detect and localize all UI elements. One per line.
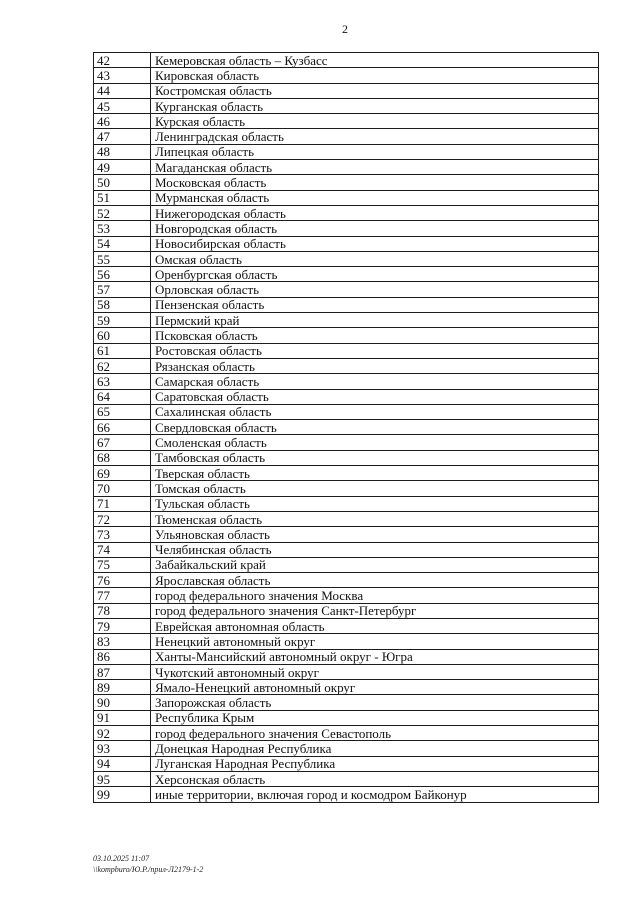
- table-row: [94, 726, 599, 741]
- region-code-cell: 56: [94, 267, 151, 282]
- region-name-cell: Томская область: [151, 481, 599, 496]
- region-name-cell: Новгородская область: [151, 221, 599, 236]
- region-code-cell: 91: [94, 710, 151, 725]
- region-code-cell: 54: [94, 236, 151, 251]
- region-code-cell: 42: [94, 53, 151, 68]
- table-row: [94, 160, 599, 175]
- table-row: [94, 282, 599, 297]
- regions-table: [93, 52, 599, 803]
- region-code-cell: 94: [94, 756, 151, 771]
- region-code-cell: 75: [94, 557, 151, 572]
- table-row: [94, 756, 599, 771]
- table-row: [94, 511, 599, 526]
- region-code-cell: 60: [94, 328, 151, 343]
- region-code-cell: 59: [94, 313, 151, 328]
- region-name-cell: Республика Крым: [151, 710, 599, 725]
- table-row: [94, 374, 599, 389]
- region-name-cell: город федерального значения Москва: [151, 588, 599, 603]
- region-name-cell: Ханты-Мансийский автономный округ - Югра: [151, 649, 599, 664]
- region-code-cell: 58: [94, 297, 151, 312]
- region-name-cell: Смоленская область: [151, 435, 599, 450]
- region-code-cell: 46: [94, 114, 151, 129]
- region-code-cell: 79: [94, 618, 151, 633]
- table-row: [94, 68, 599, 83]
- region-code-cell: 67: [94, 435, 151, 450]
- region-name-cell: Кемеровская область – Кузбасс: [151, 53, 599, 68]
- table-row: [94, 53, 599, 68]
- region-code-cell: 47: [94, 129, 151, 144]
- region-name-cell: Костромская область: [151, 83, 599, 98]
- region-name-cell: Орловская область: [151, 282, 599, 297]
- region-code-cell: 43: [94, 68, 151, 83]
- region-code-cell: 90: [94, 695, 151, 710]
- table-row: [94, 542, 599, 557]
- region-name-cell: Ульяновская область: [151, 527, 599, 542]
- region-code-cell: 45: [94, 98, 151, 113]
- region-code-cell: 69: [94, 466, 151, 481]
- region-name-cell: Саратовская область: [151, 389, 599, 404]
- region-name-cell: Донецкая Народная Республика: [151, 741, 599, 756]
- table-row: [94, 710, 599, 725]
- region-name-cell: Пензенская область: [151, 297, 599, 312]
- table-row: [94, 573, 599, 588]
- region-name-cell: город федерального значения Санкт-Петербург: [151, 603, 599, 618]
- table-row: [94, 205, 599, 220]
- table-row: [94, 466, 599, 481]
- table-row: [94, 114, 599, 129]
- region-name-cell: город федерального значения Севастополь: [151, 726, 599, 741]
- table-row: [94, 588, 599, 603]
- region-name-cell: Ненецкий автономный округ: [151, 634, 599, 649]
- regions-table-body: [94, 53, 599, 803]
- region-name-cell: Тверская область: [151, 466, 599, 481]
- region-name-cell: Омская область: [151, 251, 599, 266]
- region-code-cell: 55: [94, 251, 151, 266]
- region-name-cell: Рязанская область: [151, 358, 599, 373]
- region-name-cell: Ленинградская область: [151, 129, 599, 144]
- region-code-cell: 86: [94, 649, 151, 664]
- table-row: [94, 787, 599, 802]
- region-name-cell: Свердловская область: [151, 420, 599, 435]
- table-row: [94, 175, 599, 190]
- region-code-cell: 49: [94, 160, 151, 175]
- page-number: 2: [342, 22, 348, 36]
- region-name-cell: Чукотский автономный округ: [151, 664, 599, 679]
- region-code-cell: 63: [94, 374, 151, 389]
- region-code-cell: 61: [94, 343, 151, 358]
- region-name-cell: Тульская область: [151, 496, 599, 511]
- region-code-cell: 71: [94, 496, 151, 511]
- region-name-cell: Тамбовская область: [151, 450, 599, 465]
- region-name-cell: Херсонская область: [151, 771, 599, 786]
- table-row: [94, 618, 599, 633]
- table-row: [94, 664, 599, 679]
- region-name-cell: Ярославская область: [151, 573, 599, 588]
- region-code-cell: 95: [94, 771, 151, 786]
- region-name-cell: Мурманская область: [151, 190, 599, 205]
- table-row: [94, 313, 599, 328]
- region-name-cell: Липецкая область: [151, 144, 599, 159]
- region-code-cell: 70: [94, 481, 151, 496]
- region-code-cell: 50: [94, 175, 151, 190]
- region-name-cell: Московская область: [151, 175, 599, 190]
- table-row: [94, 83, 599, 98]
- table-row: [94, 297, 599, 312]
- table-row: [94, 144, 599, 159]
- region-name-cell: Магаданская область: [151, 160, 599, 175]
- table-row: [94, 496, 599, 511]
- table-row: [94, 358, 599, 373]
- region-code-cell: 74: [94, 542, 151, 557]
- region-code-cell: 64: [94, 389, 151, 404]
- region-name-cell: иные территории, включая город и космодром Байконур: [151, 787, 599, 802]
- region-code-cell: 65: [94, 404, 151, 419]
- document-footer: [93, 853, 203, 875]
- table-row: [94, 634, 599, 649]
- table-row: [94, 251, 599, 266]
- region-name-cell: Луганская Народная Республика: [151, 756, 599, 771]
- table-row: [94, 389, 599, 404]
- table-row: [94, 680, 599, 695]
- region-code-cell: 66: [94, 420, 151, 435]
- table-row: [94, 450, 599, 465]
- region-name-cell: Запорожская область: [151, 695, 599, 710]
- region-name-cell: Ростовская область: [151, 343, 599, 358]
- table-row: [94, 695, 599, 710]
- region-name-cell: Кировская область: [151, 68, 599, 83]
- region-name-cell: Сахалинская область: [151, 404, 599, 419]
- region-code-cell: 53: [94, 221, 151, 236]
- table-row: [94, 557, 599, 572]
- table-row: [94, 236, 599, 251]
- table-row: [94, 328, 599, 343]
- table-row: [94, 404, 599, 419]
- footer-file-path: \\kompburo/Ю.Р./прил-Л2179-1-2: [93, 865, 204, 874]
- region-code-cell: 78: [94, 603, 151, 618]
- region-name-cell: Челябинская область: [151, 542, 599, 557]
- table-row: [94, 129, 599, 144]
- region-name-cell: Забайкальский край: [151, 557, 599, 572]
- region-code-cell: 77: [94, 588, 151, 603]
- table-row: [94, 221, 599, 236]
- region-name-cell: Ямало-Ненецкий автономный округ: [151, 680, 599, 695]
- region-code-cell: 62: [94, 358, 151, 373]
- region-code-cell: 99: [94, 787, 151, 802]
- region-name-cell: Пермский край: [151, 313, 599, 328]
- table-row: [94, 741, 599, 756]
- region-name-cell: Псковская область: [151, 328, 599, 343]
- region-name-cell: Самарская область: [151, 374, 599, 389]
- region-code-cell: 87: [94, 664, 151, 679]
- table-row: [94, 771, 599, 786]
- region-code-cell: 83: [94, 634, 151, 649]
- table-row: [94, 527, 599, 542]
- region-name-cell: Нижегородская область: [151, 205, 599, 220]
- table-row: [94, 603, 599, 618]
- region-name-cell: Оренбургская область: [151, 267, 599, 282]
- region-name-cell: Курганская область: [151, 98, 599, 113]
- region-code-cell: 72: [94, 511, 151, 526]
- region-name-cell: Еврейская автономная область: [151, 618, 599, 633]
- footer-timestamp: 03.10.2025 11:07: [93, 854, 150, 863]
- region-code-cell: 89: [94, 680, 151, 695]
- region-code-cell: 73: [94, 527, 151, 542]
- region-code-cell: 51: [94, 190, 151, 205]
- table-row: [94, 420, 599, 435]
- region-code-cell: 44: [94, 83, 151, 98]
- region-code-cell: 57: [94, 282, 151, 297]
- region-code-cell: 93: [94, 741, 151, 756]
- table-row: [94, 343, 599, 358]
- region-name-cell: Новосибирская область: [151, 236, 599, 251]
- region-code-cell: 68: [94, 450, 151, 465]
- region-code-cell: 52: [94, 205, 151, 220]
- table-row: [94, 435, 599, 450]
- region-code-cell: 48: [94, 144, 151, 159]
- table-row: [94, 98, 599, 113]
- region-code-cell: 92: [94, 726, 151, 741]
- table-row: [94, 190, 599, 205]
- region-code-cell: 76: [94, 573, 151, 588]
- table-row: [94, 481, 599, 496]
- table-row: [94, 267, 599, 282]
- table-row: [94, 649, 599, 664]
- region-name-cell: Курская область: [151, 114, 599, 129]
- region-name-cell: Тюменская область: [151, 511, 599, 526]
